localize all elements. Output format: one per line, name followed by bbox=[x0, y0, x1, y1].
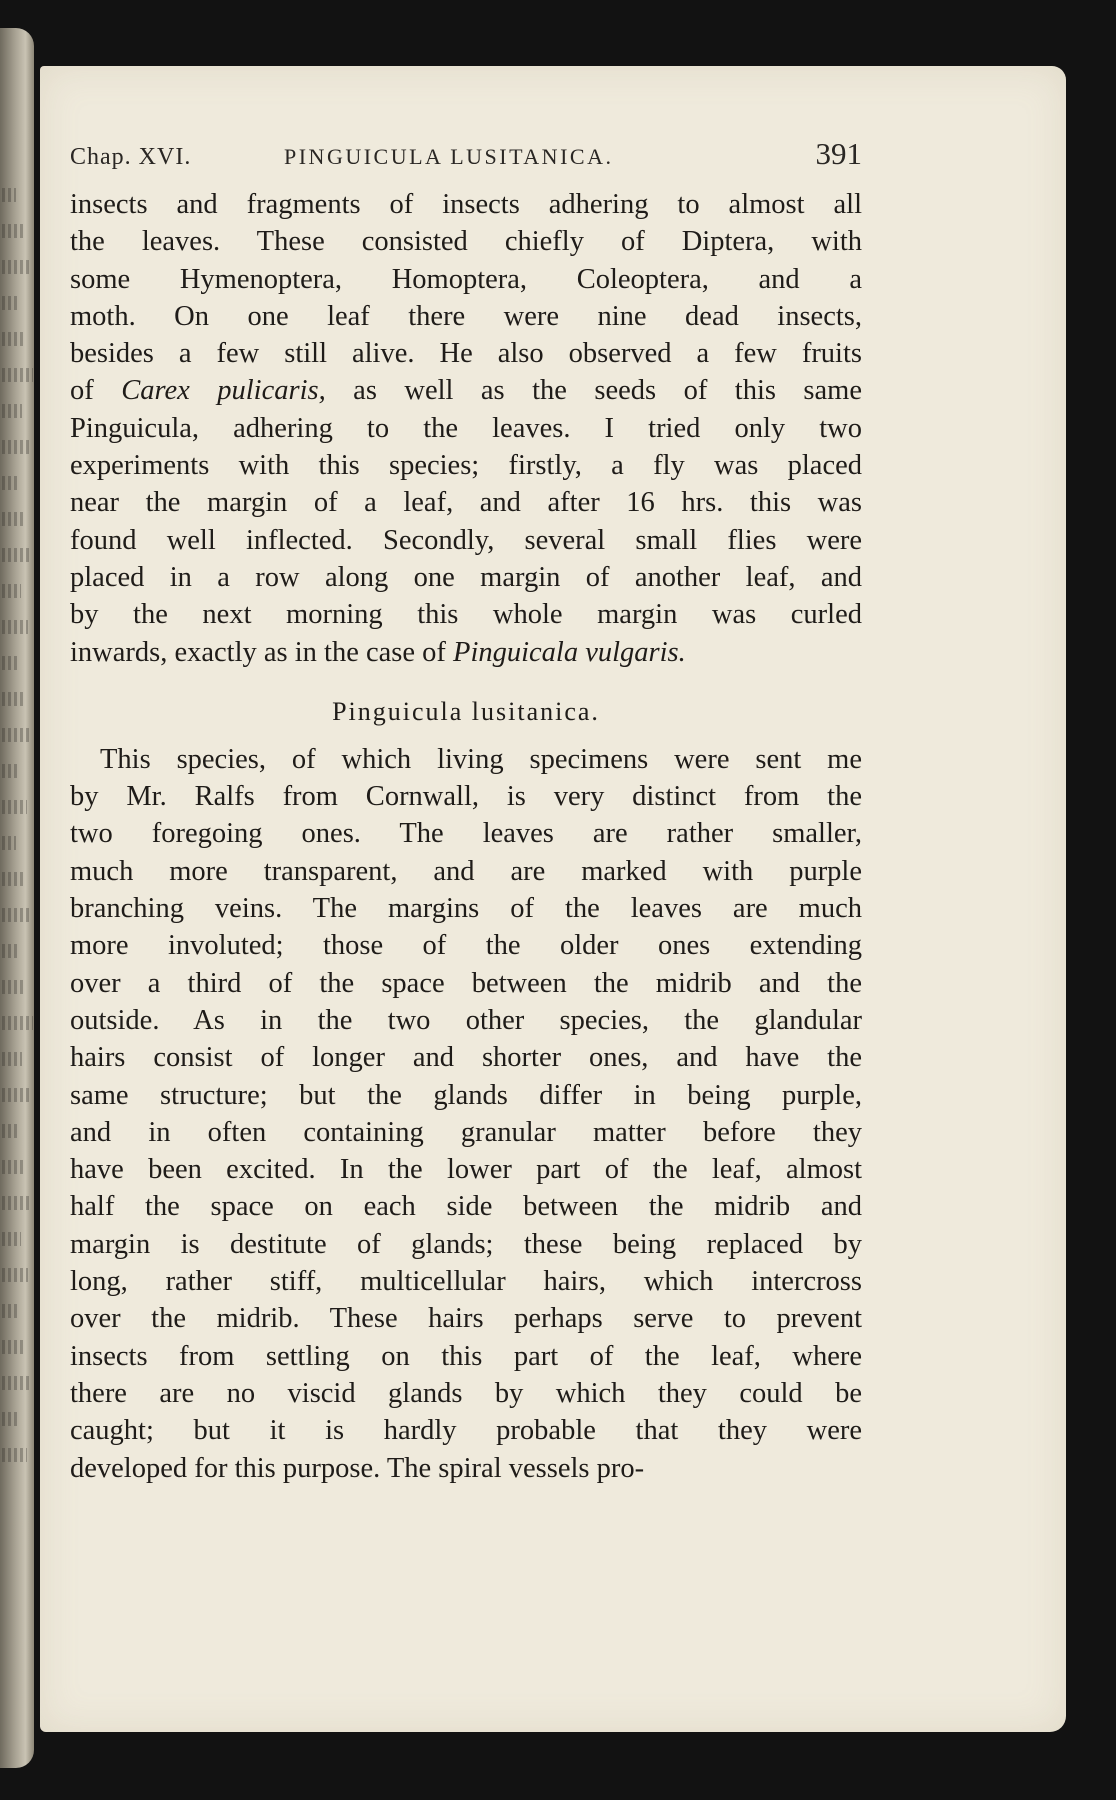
facing-page-text-mark bbox=[2, 1340, 24, 1354]
facing-page-text-mark bbox=[2, 1052, 22, 1066]
facing-page-text-mark bbox=[2, 1016, 33, 1030]
facing-page-text-mark bbox=[2, 404, 22, 418]
text-line: more involuted; those of the older ones extending bbox=[70, 930, 862, 962]
italic-species-name: Carex pulicaris, bbox=[121, 375, 326, 407]
facing-page-text-mark bbox=[2, 872, 23, 886]
facing-page-text-mark bbox=[2, 980, 26, 994]
facing-page-text-mark bbox=[2, 1412, 20, 1426]
facing-page-text-mark bbox=[2, 1160, 25, 1174]
text-line: over a third of the space between the midrib and the bbox=[70, 967, 862, 999]
text-line: found well inflected. Secondly, several small flies were bbox=[70, 524, 862, 556]
page-body bbox=[70, 186, 862, 1487]
facing-page-text-mark bbox=[2, 1088, 29, 1102]
text-line: branching veins. The margins of the leaves are much bbox=[70, 893, 862, 925]
facing-page-text-mark bbox=[2, 260, 30, 274]
facing-page-text-mark bbox=[2, 620, 28, 634]
facing-page-text-mark bbox=[2, 296, 19, 310]
text-line: long, rather stiff, multicellular hairs, which intercross bbox=[70, 1266, 862, 1298]
text-line: placed in a row along one margin of another leaf, and bbox=[70, 561, 862, 593]
facing-page-text-mark bbox=[2, 1304, 17, 1318]
text-line: near the margin of a leaf, and after 16 hrs. this was bbox=[70, 487, 862, 519]
text-line: much more transparent, and are marked with purple bbox=[70, 855, 862, 887]
facing-page-text-mark bbox=[2, 1196, 32, 1210]
facing-page-text-mark bbox=[2, 224, 23, 238]
text-line: by Mr. Ralfs from Cornwall, is very distinct from the bbox=[70, 781, 862, 813]
facing-page-text-mark bbox=[2, 764, 20, 778]
text-line: some Hymenoptera, Homoptera, Coleoptera, and a bbox=[70, 263, 862, 295]
text-line: have been excited. In the lower part of the leaf, almost bbox=[70, 1154, 862, 1186]
facing-page-text-mark bbox=[2, 548, 32, 562]
chapter-label: Chap. XVI. bbox=[70, 144, 192, 170]
text-line: developed for this purpose. The spiral vessels pro- bbox=[70, 1452, 645, 1484]
facing-page-text-mark bbox=[2, 512, 25, 526]
section-heading: Pinguicula lusitanica. bbox=[332, 696, 600, 726]
facing-page-text-mark bbox=[2, 728, 31, 742]
text-line bbox=[70, 634, 862, 671]
text-line: half the space on each side between the midrib and bbox=[70, 1191, 862, 1223]
facing-page-edge bbox=[0, 28, 34, 1768]
running-header bbox=[70, 134, 862, 180]
text-line bbox=[70, 372, 862, 409]
text-line: moth. On one leaf there were nine dead insects, bbox=[70, 300, 862, 332]
facing-page-text-mark bbox=[2, 692, 24, 706]
text-line: and in often containing granular matter before they bbox=[70, 1116, 862, 1148]
text-line: margin is destitute of glands; these being replaced by bbox=[70, 1228, 862, 1260]
facing-page-text-mark bbox=[2, 1448, 27, 1462]
text-line: Pinguicula, adhering to the leaves. I tried only two bbox=[70, 412, 862, 444]
facing-page-text-mark bbox=[2, 1268, 28, 1282]
paragraph-continued bbox=[70, 186, 862, 671]
running-title: PINGUICULA LUSITANICA. bbox=[284, 144, 614, 169]
facing-page-text-mark bbox=[2, 584, 21, 598]
text-line: there are no viscid glands by which they could be bbox=[70, 1377, 862, 1409]
facing-page-text-mark bbox=[2, 836, 16, 850]
text-run: as well as the seeds of this same bbox=[325, 375, 862, 407]
text-run: of bbox=[70, 375, 122, 407]
facing-page-text-mark bbox=[2, 188, 16, 202]
facing-page-text-mark bbox=[2, 332, 26, 346]
text-run: inwards, exactly as in the case of bbox=[70, 636, 454, 668]
paragraph-pinguicula-lusitanica bbox=[70, 741, 862, 1487]
facing-page-text-mark bbox=[2, 1376, 31, 1390]
text-line: same structure; but the glands differ in being purple, bbox=[70, 1079, 862, 1111]
text-line: two foregoing ones. The leaves are rather smaller, bbox=[70, 818, 862, 850]
text-line: over the midrib. These hairs perhaps serve to prevent bbox=[70, 1303, 862, 1335]
text-line: by the next morning this whole margin was curled bbox=[70, 599, 862, 631]
facing-page-text-mark bbox=[2, 1232, 21, 1246]
facing-page-text-mark bbox=[2, 800, 27, 814]
text-line: the leaves. These consisted chiefly of Diptera, with bbox=[70, 226, 862, 258]
text-line: outside. As in the two other species, the glandular bbox=[70, 1004, 862, 1036]
facing-page-text-mark bbox=[2, 908, 30, 922]
text-line: insects and fragments of insects adhering to almost all bbox=[70, 189, 862, 220]
text-line: caught; but it is hardly probable that they were bbox=[70, 1415, 862, 1447]
text-line: experiments with this species; firstly, a fly was placed bbox=[70, 450, 862, 482]
text-line: hairs consist of longer and shorter ones, and have the bbox=[70, 1042, 862, 1074]
facing-page-text-mark bbox=[2, 476, 18, 490]
facing-page-text-mark bbox=[2, 1124, 18, 1138]
text-line: This species, of which living specimens were sent me bbox=[100, 743, 862, 775]
facing-page-text-mark bbox=[2, 368, 33, 382]
text-line: besides a few still alive. He also observed a few fruits bbox=[70, 338, 862, 370]
facing-page-text-mark bbox=[2, 440, 29, 454]
text-line: insects from settling on this part of the leaf, where bbox=[70, 1340, 862, 1372]
facing-page-text-mark bbox=[2, 656, 17, 670]
facing-page-text-mark bbox=[2, 944, 19, 958]
page-number: 391 bbox=[815, 136, 862, 171]
italic-species-name: Pinguicala vulgaris. bbox=[453, 636, 686, 668]
